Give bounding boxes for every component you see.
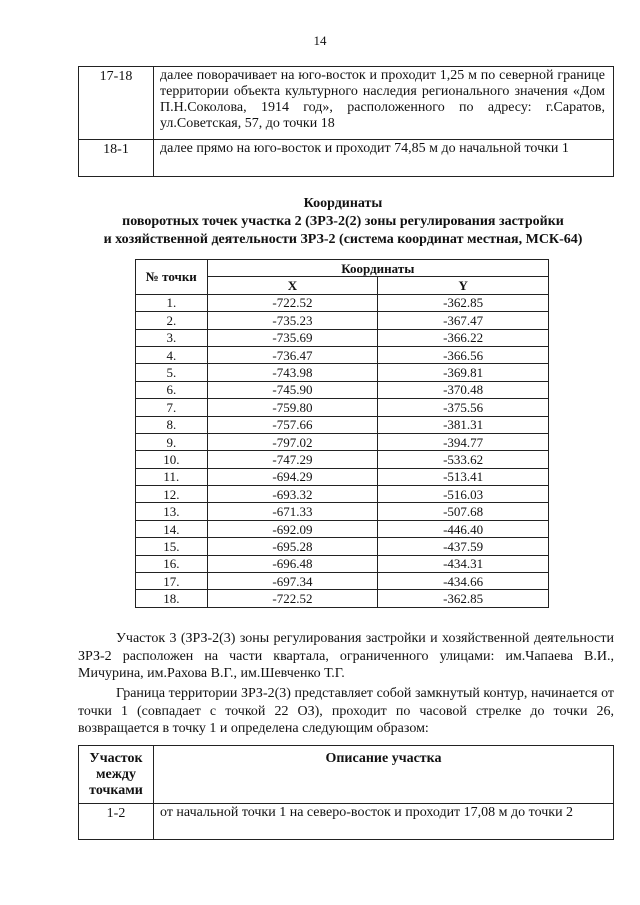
table-row bbox=[136, 520, 549, 537]
y-coordinate-cell: -375.56 bbox=[378, 399, 549, 416]
point-number-cell: 1. bbox=[136, 294, 208, 311]
table-row bbox=[136, 329, 549, 346]
x-coordinate-cell: -695.28 bbox=[207, 538, 378, 555]
table-header-row bbox=[79, 746, 614, 804]
header-line: Участок bbox=[89, 751, 143, 766]
coordinates-table bbox=[135, 259, 549, 608]
point-number-cell: 13. bbox=[136, 503, 208, 520]
bottom-description-table bbox=[78, 745, 614, 840]
point-number-cell: 12. bbox=[136, 486, 208, 503]
coordinates-table-body bbox=[136, 294, 549, 607]
table-row bbox=[136, 433, 549, 450]
table-row bbox=[79, 67, 614, 140]
point-number-cell: 16. bbox=[136, 555, 208, 572]
table-row bbox=[136, 294, 549, 311]
table-row bbox=[136, 364, 549, 381]
table-header-row bbox=[136, 260, 549, 277]
table-row bbox=[136, 573, 549, 590]
column-header-x: X bbox=[207, 277, 378, 294]
column-header-y: Y bbox=[378, 277, 549, 294]
y-coordinate-cell: -381.31 bbox=[378, 416, 549, 433]
point-number-cell: 2. bbox=[136, 312, 208, 329]
table-row bbox=[136, 416, 549, 433]
segment-cell: 17-18 bbox=[79, 67, 154, 140]
table-row bbox=[136, 486, 549, 503]
table-row bbox=[136, 503, 549, 520]
description-cell: далее прямо на юго-восток и проходит 74,85 м до начальной точки 1 bbox=[154, 140, 614, 177]
point-number-cell: 18. bbox=[136, 590, 208, 607]
page-number: 14 bbox=[313, 33, 327, 48]
column-header-description: Описание участка bbox=[154, 746, 614, 804]
table-row bbox=[136, 451, 549, 468]
table-row bbox=[136, 555, 549, 572]
x-coordinate-cell: -694.29 bbox=[207, 468, 378, 485]
x-coordinate-cell: -697.34 bbox=[207, 573, 378, 590]
y-coordinate-cell: -394.77 bbox=[378, 433, 549, 450]
table-row bbox=[136, 346, 549, 363]
point-number-cell: 15. bbox=[136, 538, 208, 555]
y-coordinate-cell: -366.22 bbox=[378, 329, 549, 346]
heading-line-1: Координаты bbox=[303, 196, 383, 211]
point-number-cell: 7. bbox=[136, 399, 208, 416]
segment-cell: 1-2 bbox=[79, 804, 154, 840]
point-number-cell: 17. bbox=[136, 573, 208, 590]
point-number-cell: 11. bbox=[136, 468, 208, 485]
y-coordinate-cell: -362.85 bbox=[378, 294, 549, 311]
point-number-cell: 10. bbox=[136, 451, 208, 468]
description-cell: от начальной точки 1 на северо-восток и проходит 17,08 м до точки 2 bbox=[154, 804, 614, 840]
heading-line-2: поворотных точек участка 2 (ЗРЗ-2(2) зоны регулирования застройки bbox=[122, 214, 564, 229]
x-coordinate-cell: -736.47 bbox=[207, 346, 378, 363]
y-coordinate-cell: -513.41 bbox=[378, 468, 549, 485]
table-row bbox=[136, 538, 549, 555]
table-row bbox=[136, 468, 549, 485]
y-coordinate-cell: -367.47 bbox=[378, 312, 549, 329]
x-coordinate-cell: -743.98 bbox=[207, 364, 378, 381]
header-line: точками bbox=[89, 783, 143, 798]
heading-line-3: и хозяйственной деятельности ЗРЗ-2 (система координат местная, МСК-64) bbox=[103, 232, 583, 247]
y-coordinate-cell: -437.59 bbox=[378, 538, 549, 555]
column-header-point-number: № точки bbox=[136, 260, 208, 295]
point-number-cell: 3. bbox=[136, 329, 208, 346]
x-coordinate-cell: -722.52 bbox=[207, 590, 378, 607]
paragraph-section-3-location: Участок 3 (ЗРЗ-2(3) зоны регулирования застройки и хозяйственной деятельности ЗРЗ-2 расположен на части квартала, ограниченного улицами: им.Чапаева В.И., Мичурина, им.Рахова В.Г., им.Шевченко Т.Г. bbox=[78, 631, 614, 681]
segment-cell: 18-1 bbox=[79, 140, 154, 177]
point-number-cell: 14. bbox=[136, 520, 208, 537]
y-coordinate-cell: -366.56 bbox=[378, 346, 549, 363]
point-number-cell: 6. bbox=[136, 381, 208, 398]
x-coordinate-cell: -757.66 bbox=[207, 416, 378, 433]
paragraph-section-3-boundary: Граница территории ЗРЗ-2(3) представляет собой замкнутый контур, начинается от точки 1 (совпадает с точкой 22 ОЗ), проходит по часовой стрелке до точки 26, возвращается в точку 1 и определена следующим образом: bbox=[78, 686, 614, 736]
y-coordinate-cell: -516.03 bbox=[378, 486, 549, 503]
x-coordinate-cell: -671.33 bbox=[207, 503, 378, 520]
x-coordinate-cell: -735.23 bbox=[207, 312, 378, 329]
header-line: между bbox=[96, 767, 136, 782]
point-number-cell: 8. bbox=[136, 416, 208, 433]
y-coordinate-cell: -434.66 bbox=[378, 573, 549, 590]
column-header-coordinates: Координаты bbox=[207, 260, 548, 277]
y-coordinate-cell: -362.85 bbox=[378, 590, 549, 607]
column-header-segment bbox=[79, 746, 154, 804]
x-coordinate-cell: -722.52 bbox=[207, 294, 378, 311]
y-coordinate-cell: -369.81 bbox=[378, 364, 549, 381]
table-row bbox=[136, 399, 549, 416]
x-coordinate-cell: -735.69 bbox=[207, 329, 378, 346]
point-number-cell: 4. bbox=[136, 346, 208, 363]
x-coordinate-cell: -692.09 bbox=[207, 520, 378, 537]
y-coordinate-cell: -434.31 bbox=[378, 555, 549, 572]
table-row bbox=[79, 140, 614, 177]
y-coordinate-cell: -446.40 bbox=[378, 520, 549, 537]
y-coordinate-cell: -533.62 bbox=[378, 451, 549, 468]
point-number-cell: 9. bbox=[136, 433, 208, 450]
x-coordinate-cell: -693.32 bbox=[207, 486, 378, 503]
x-coordinate-cell: -797.02 bbox=[207, 433, 378, 450]
table-row bbox=[79, 804, 614, 840]
x-coordinate-cell: -747.29 bbox=[207, 451, 378, 468]
y-coordinate-cell: -507.68 bbox=[378, 503, 549, 520]
x-coordinate-cell: -745.90 bbox=[207, 381, 378, 398]
top-description-table bbox=[78, 66, 614, 177]
table-row bbox=[136, 381, 549, 398]
x-coordinate-cell: -696.48 bbox=[207, 555, 378, 572]
section-heading bbox=[70, 195, 616, 249]
x-coordinate-cell: -759.80 bbox=[207, 399, 378, 416]
description-cell: далее поворачивает на юго-восток и проходит 1,25 м по северной границе территории объекта культурного наследия регионального значения «Дом П.Н.Соколова, 1914 год», расположенного по адресу: г.Саратов, ул.Советская, 57, до точки 18 bbox=[154, 67, 614, 140]
y-coordinate-cell: -370.48 bbox=[378, 381, 549, 398]
point-number-cell: 5. bbox=[136, 364, 208, 381]
table-row bbox=[136, 312, 549, 329]
table-row bbox=[136, 590, 549, 607]
